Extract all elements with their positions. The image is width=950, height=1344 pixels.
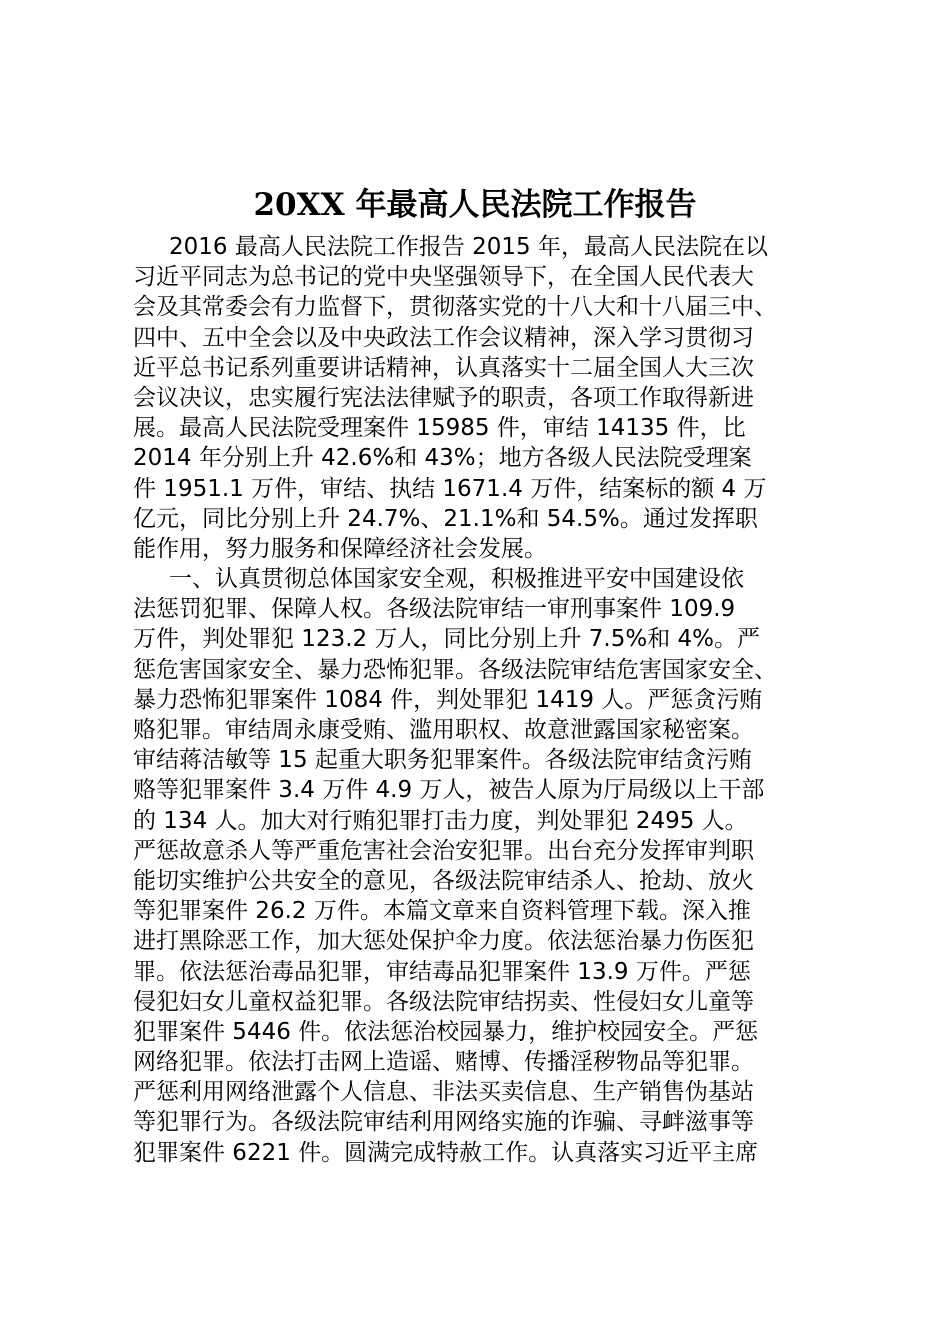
text-line: 罪。依法惩治毒品犯罪，审结毒品犯罪案件 13.9 万件。严惩 bbox=[133, 958, 751, 985]
text-line: 的 134 人。加大对行贿犯罪打击力度，判处罪犯 2495 人。 bbox=[133, 807, 748, 834]
text-line: 亿元，同比分别上升 24.7%、21.1%和 54.5%。通过发挥职 bbox=[133, 505, 758, 532]
text-line: 近平总书记系列重要讲话精神，认真落实十二届全国人大三次 bbox=[133, 354, 754, 381]
text-line: 暴力恐怖犯罪案件 1084 件，判处罪犯 1419 人。严惩贪污贿 bbox=[133, 686, 763, 713]
text-line: 审结蒋洁敏等 15 起重大职务犯罪案件。各级法院审结贪污贿 bbox=[133, 747, 752, 774]
text-line: 侵犯妇女儿童权益犯罪。各级法院审结拐卖、性侵妇女儿童等 bbox=[133, 988, 754, 1015]
text-line: 2016 最高人民法院工作报告 2015 年，最高人民法院在以 bbox=[169, 234, 768, 260]
text-line: 法惩罚犯罪、保障人权。各级法院审结一审刑事案件 109.9 bbox=[133, 596, 736, 623]
text-line: 进打黑除恶工作，加大惩处保护伞力度。依法惩治暴力伤医犯 bbox=[133, 928, 754, 955]
text-line: 网络犯罪。依法打击网上造谣、赌博、传播淫秽物品等犯罪。 bbox=[133, 1049, 754, 1076]
text-line: 等犯罪案件 26.2 万件。本篇文章来自资料管理下载。深入推 bbox=[133, 898, 751, 925]
document-body bbox=[133, 232, 838, 1168]
text-line: 2014 年分别上升 42.6%和 43%；地方各级人民法院受理案 bbox=[133, 445, 752, 472]
text-line: 犯罪案件 5446 件。依法惩治校园暴力，维护校园安全。严惩 bbox=[133, 1018, 759, 1045]
text-line: 等犯罪行为。各级法院审结利用网络实施的诈骗、寻衅滋事等 bbox=[133, 1109, 754, 1136]
text-line: 能作用，努力服务和保障经济社会发展。 bbox=[133, 535, 547, 562]
text-line: 展。最高人民法院受理案件 15985 件，审结 14135 件，比 bbox=[133, 415, 746, 442]
text-line: 赂等犯罪案件 3.4 万件 4.9 万人，被告人原为厅局级以上干部 bbox=[133, 777, 765, 804]
text-line: 件 1951.1 万件，审结、执结 1671.4 万件，结案标的额 4 万 bbox=[133, 475, 767, 502]
text-line: 习近平同志为总书记的党中央坚强领导下，在全国人民代表大 bbox=[133, 264, 754, 291]
text-line: 能切实维护公共安全的意见，各级法院审结杀人、抢劫、放火 bbox=[133, 867, 754, 894]
text-line: 惩危害国家安全、暴力恐怖犯罪。各级法院审结危害国家安全、 bbox=[133, 656, 777, 683]
text-line: 四中、五中全会以及中央政法工作会议精神，深入学习贯彻习 bbox=[133, 324, 754, 351]
text-line: 会议决议，忠实履行宪法法律赋予的职责，各项工作取得新进 bbox=[133, 384, 754, 411]
text-line: 犯罪案件 6221 件。圆满完成特赦工作。认真落实习近平主席 bbox=[133, 1139, 759, 1166]
document-title: 20XX 年最高人民法院工作报告 bbox=[253, 187, 697, 223]
text-line: 一、认真贯彻总体国家安全观，积极推进平安中国建设依 bbox=[169, 566, 744, 593]
text-line: 会及其常委会有力监督下，贯彻落实党的十八大和十八届三中、 bbox=[133, 294, 777, 321]
text-line: 万件，判处罪犯 123.2 万人，同比分别上升 7.5%和 4%。严 bbox=[133, 626, 761, 653]
text-line: 赂犯罪。审结周永康受贿、滥用职权、故意泄露国家秘密案。 bbox=[133, 717, 754, 743]
text-line: 严惩故意杀人等严重危害社会治安犯罪。出台充分发挥审判职 bbox=[133, 837, 754, 864]
text-line: 严惩利用网络泄露个人信息、非法买卖信息、生产销售伪基站 bbox=[133, 1079, 754, 1106]
